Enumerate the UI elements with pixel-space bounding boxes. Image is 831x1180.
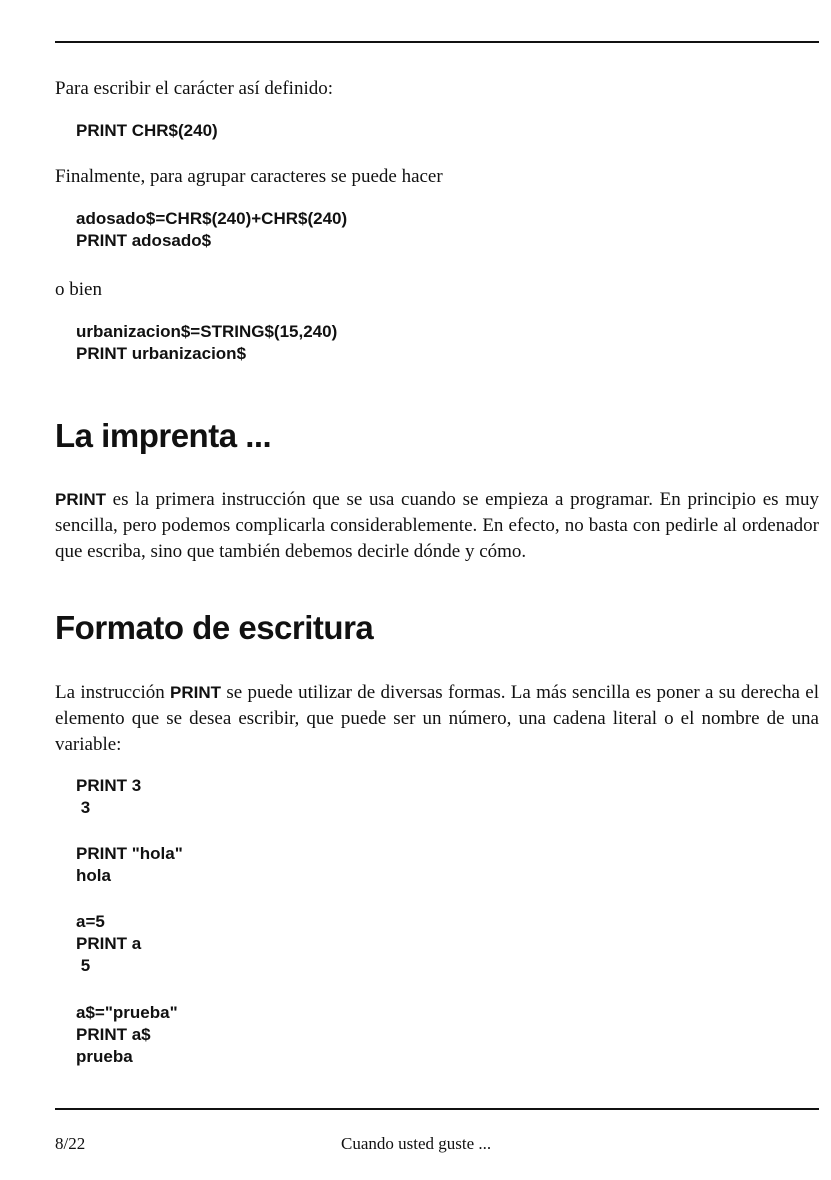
code-line: PRINT a — [76, 934, 142, 953]
example-block-4 — [76, 1002, 178, 1068]
paragraph-formato — [55, 680, 819, 758]
top-rule — [55, 41, 819, 43]
code-line: a$="prueba" — [76, 1003, 178, 1022]
example-block-3 — [76, 911, 141, 977]
intro-text-2: Finalmente, para agrupar caracteres se puede hacer — [55, 166, 443, 187]
example-block-1 — [76, 775, 141, 819]
paragraph-text: es la primera instrucción que se usa cuando se empieza a programar. En principio es muy sencilla, pero podemos complicarla considerablemente. En efecto, no basta con pedirle al ordenador que escriba, sino que también debemos decirle dónde y cómo. — [55, 489, 819, 562]
code-block-2 — [76, 208, 347, 252]
paragraph-text-after: se puede utilizar de diversas formas. La más sencilla es poner a su derecha el elemento que se desea escribir, que puede ser un número, una cadena literal o el nombre de una variable: — [55, 682, 819, 755]
output-line: 3 — [76, 798, 91, 817]
output-line: prueba — [76, 1047, 133, 1066]
paragraph-text-before: La instrucción — [55, 682, 171, 703]
code-line: PRINT 3 — [76, 776, 142, 795]
intro-text-1: Para escribir el carácter así definido: — [55, 78, 333, 99]
page-number: 8/22 — [55, 1134, 86, 1153]
code-line: PRINT a$ — [76, 1025, 151, 1044]
code-line: adosado$=CHR$(240)+CHR$(240) — [76, 209, 348, 228]
heading-la-imprenta: La imprenta ... — [55, 417, 272, 454]
example-block-2 — [76, 843, 183, 887]
code-line: PRINT urbanizacion$ — [76, 344, 247, 363]
footer-title: Cuando usted guste ... — [341, 1134, 492, 1153]
code-block-1 — [76, 120, 218, 142]
code-line: PRINT "hola" — [76, 844, 183, 863]
bottom-rule — [55, 1108, 819, 1110]
output-line: hola — [76, 866, 111, 885]
code-line: a=5 — [76, 912, 105, 931]
paragraph-print-intro — [55, 487, 819, 565]
print-keyword: PRINT — [170, 683, 222, 702]
heading-formato-de-escritura: Formato de escritura — [55, 609, 374, 646]
output-line: 5 — [76, 956, 91, 975]
code-line: PRINT adosado$ — [76, 231, 212, 250]
print-keyword: PRINT — [55, 490, 106, 509]
intro-text-3: o bien — [55, 279, 102, 300]
code-block-3 — [76, 321, 337, 365]
code-line: urbanizacion$=STRING$(15,240) — [76, 322, 338, 341]
code-line: PRINT CHR$(240) — [76, 121, 218, 140]
